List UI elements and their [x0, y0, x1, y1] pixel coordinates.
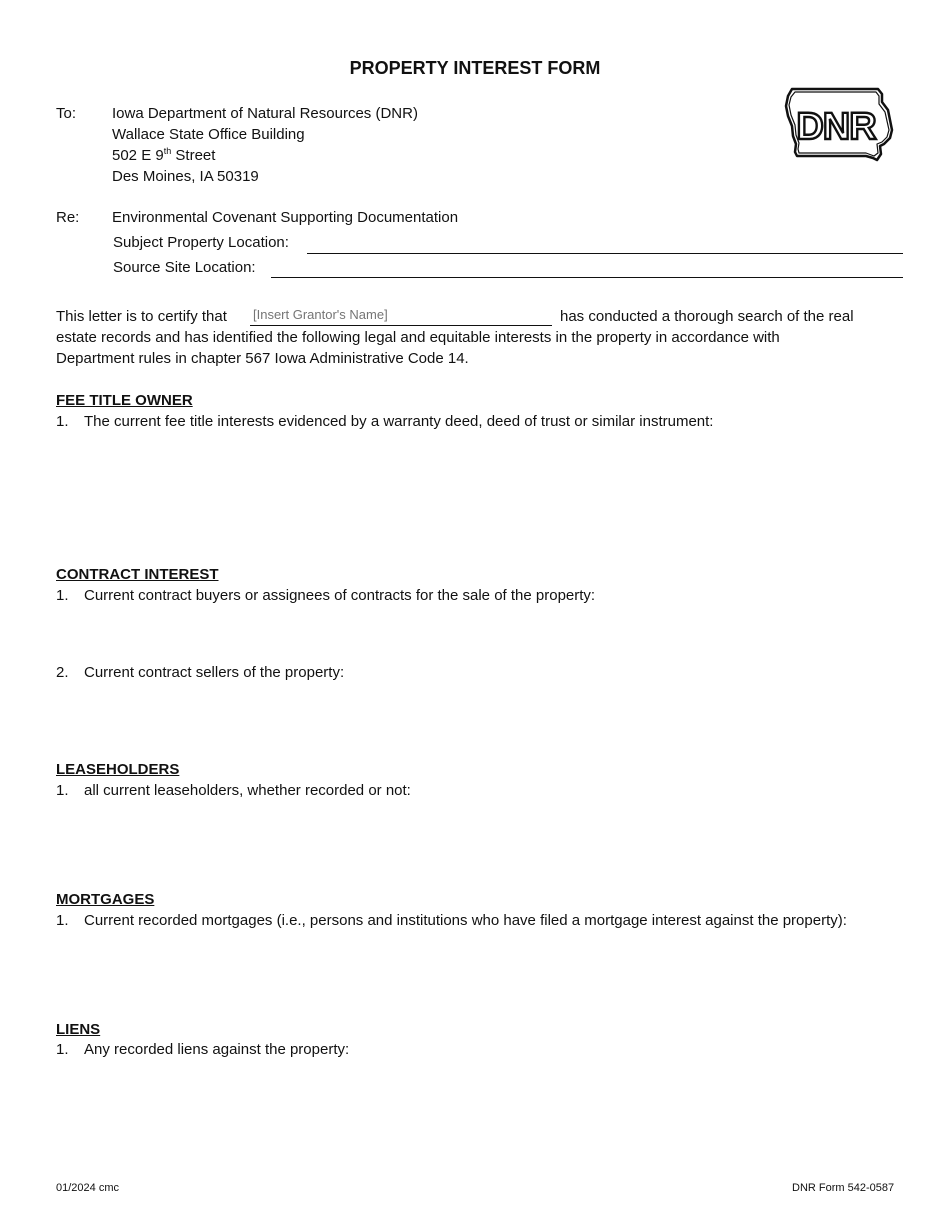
iowa-state-outline-icon [778, 86, 898, 166]
contract-item-2: 2. Current contract sellers of the property: [56, 664, 345, 681]
subject-property-label: Subject Property Location: [113, 234, 289, 251]
footer-date: 01/2024 cmc [56, 1182, 119, 1194]
re-label: Re: [56, 209, 80, 226]
recipient-building: Wallace State Office Building [112, 126, 305, 143]
liens-heading: LIENS [56, 1021, 101, 1038]
recipient-name: Iowa Department of Natural Resources (DNR) [112, 105, 418, 122]
svg-text:DNR: DNR [796, 106, 876, 148]
fee-title-item-1: 1. The current fee title interests evidenced by a warranty deed, deed of trust or similar instrument: [56, 413, 714, 430]
page-title: PROPERTY INTEREST FORM [349, 58, 601, 78]
recipient-city: Des Moines, IA 50319 [112, 168, 259, 185]
liens-item-1: 1. Any recorded liens against the property: [56, 1041, 350, 1058]
certify-text-line3: Department rules in chapter 567 Iowa Administrative Code 14. [56, 350, 469, 367]
dnr-logo [778, 86, 898, 166]
mortgages-item-1: 1. Current recorded mortgages (i.e., persons and institutions who have filed a mortgage interest against the property): [56, 912, 847, 929]
mortgages-heading: MORTGAGES [56, 891, 155, 908]
certify-text-start: This letter is to certify that [56, 308, 227, 325]
source-site-label: Source Site Location: [113, 259, 256, 276]
certify-text-end: has conducted a thorough search of the real [560, 308, 854, 325]
leaseholders-heading: LEASEHOLDERS [56, 761, 180, 778]
subject-property-field[interactable] [307, 253, 903, 254]
source-site-field[interactable] [271, 277, 903, 278]
leaseholders-item-1: 1. all current leaseholders, whether recorded or not: [56, 782, 411, 799]
recipient-street: 502 E 9th Street [112, 146, 216, 164]
to-label: To: [56, 105, 77, 122]
certify-text-line2: estate records and has identified the following legal and equitable interests in the property in accordance with [56, 329, 780, 346]
grantor-name-input[interactable] [250, 304, 552, 326]
re-subject: Environmental Covenant Supporting Documentation [112, 209, 459, 226]
contract-interest-heading: CONTRACT INTEREST [56, 566, 219, 583]
contract-item-1: 1. Current contract buyers or assignees of contracts for the sale of the property: [56, 587, 596, 604]
fee-title-owner-heading: FEE TITLE OWNER [56, 392, 193, 409]
footer-form-number: DNR Form 542-0587 [792, 1182, 895, 1194]
